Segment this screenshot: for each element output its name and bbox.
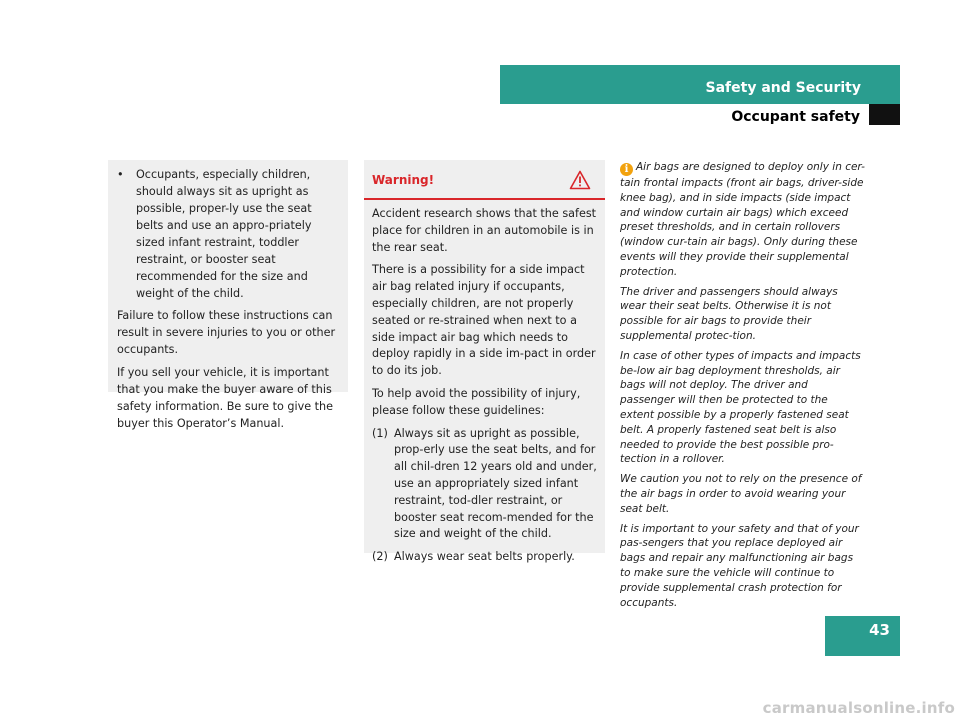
warning-triangle-icon (569, 170, 591, 190)
info-paragraph-5: It is important to your safety and that of your pas-sengers that you replace deployed air bags and repair any malfunctioning air bags to make sure the vehicle will continue to provide supplemental crash protection for occupants. (620, 522, 859, 609)
guideline-number: (2) (372, 550, 388, 564)
section-title: Safety and Security (705, 80, 861, 96)
guideline-number: (1) (372, 426, 388, 440)
warning-body (364, 200, 605, 566)
guideline-text: Always sit as upright as possible, prop-erly use the seat belts, and for all chil-dren 12 years old and under, use an appropriately sized infant restraint, tod-dler restraint, or booster seat recom-mended for the size and weight of the child. (394, 426, 597, 541)
guideline-item (372, 549, 599, 566)
bullet-text: Occupants, especially children, should always sit as upright as possible, proper-ly use the seat belts and use an appro-priately sized infant restraint, toddler restraint, or booster seat recommended for the size and weight of the child. (136, 168, 312, 300)
warning-paragraph-3: To help avoid the possibility of injury, please follow these guidelines: (372, 386, 581, 417)
left-info-panel (108, 160, 348, 430)
subsection-title: Occupant safety (731, 109, 860, 125)
page-number: 43 (869, 621, 890, 639)
left-paragraph-2: If you sell your vehicle, it is important that you make the buyer aware of this safety information. Be sure to give the buyer this Operator’s Manual. (117, 366, 333, 430)
warning-paragraph-1: Accident research shows that the safest place for children in an automobile is in the rear seat. (372, 207, 597, 254)
info-paragraph-1-text: Air bags are designed to deploy only in cer-tain frontal impacts (front air bags, driver-side knee bag), and in side impacts (side impact and window curtain air bags) which exceed preset thresholds, and in certain rollovers (window cur-tain air bags). Only during these events will they provide their supplemental protection. (620, 161, 865, 278)
info-paragraph-1 (620, 160, 865, 280)
info-icon: i (620, 163, 633, 176)
left-paragraph-1: Failure to follow these instructions can result in severe injuries to you or other occupants. (117, 309, 336, 356)
watermark: carmanualsonline.info (762, 699, 955, 717)
warning-panel (364, 160, 605, 564)
warning-header (364, 160, 605, 200)
warning-paragraph-2: There is a possibility for a side impact air bag related injury if occupants, especially children, are not properly seated or re-strained when next to a side impact air bag which needs to deploy rapidly in a side im-pact in order to do its job. (372, 263, 596, 378)
bullet-item (117, 166, 348, 302)
info-paragraph-3: In case of other types of impacts and impacts be-low air bag deployment thresholds, air bags will not deploy. The driver and passenger will then be protected to the extent possible by a properly fastened seat belt. A properly fastened seat belt is also needed to provide the best possible pro-tection in a rollover. (620, 349, 861, 466)
info-paragraph-2: The driver and passengers should always wear their seat belts. Otherwise it is not possible for air bags to provide their supplemental protec-tion. (620, 285, 838, 342)
guideline-item (372, 426, 599, 544)
page-number-box (825, 616, 900, 656)
info-paragraph-4: We caution you not to rely on the presence of the air bags in order to avoid wearing your seat belt. (620, 473, 862, 515)
header-marker (869, 104, 900, 125)
info-column (620, 160, 865, 615)
bullet-mark: • (117, 168, 124, 181)
guideline-text: Always wear seat belts properly. (394, 550, 575, 564)
warning-title: Warning! (372, 173, 435, 187)
